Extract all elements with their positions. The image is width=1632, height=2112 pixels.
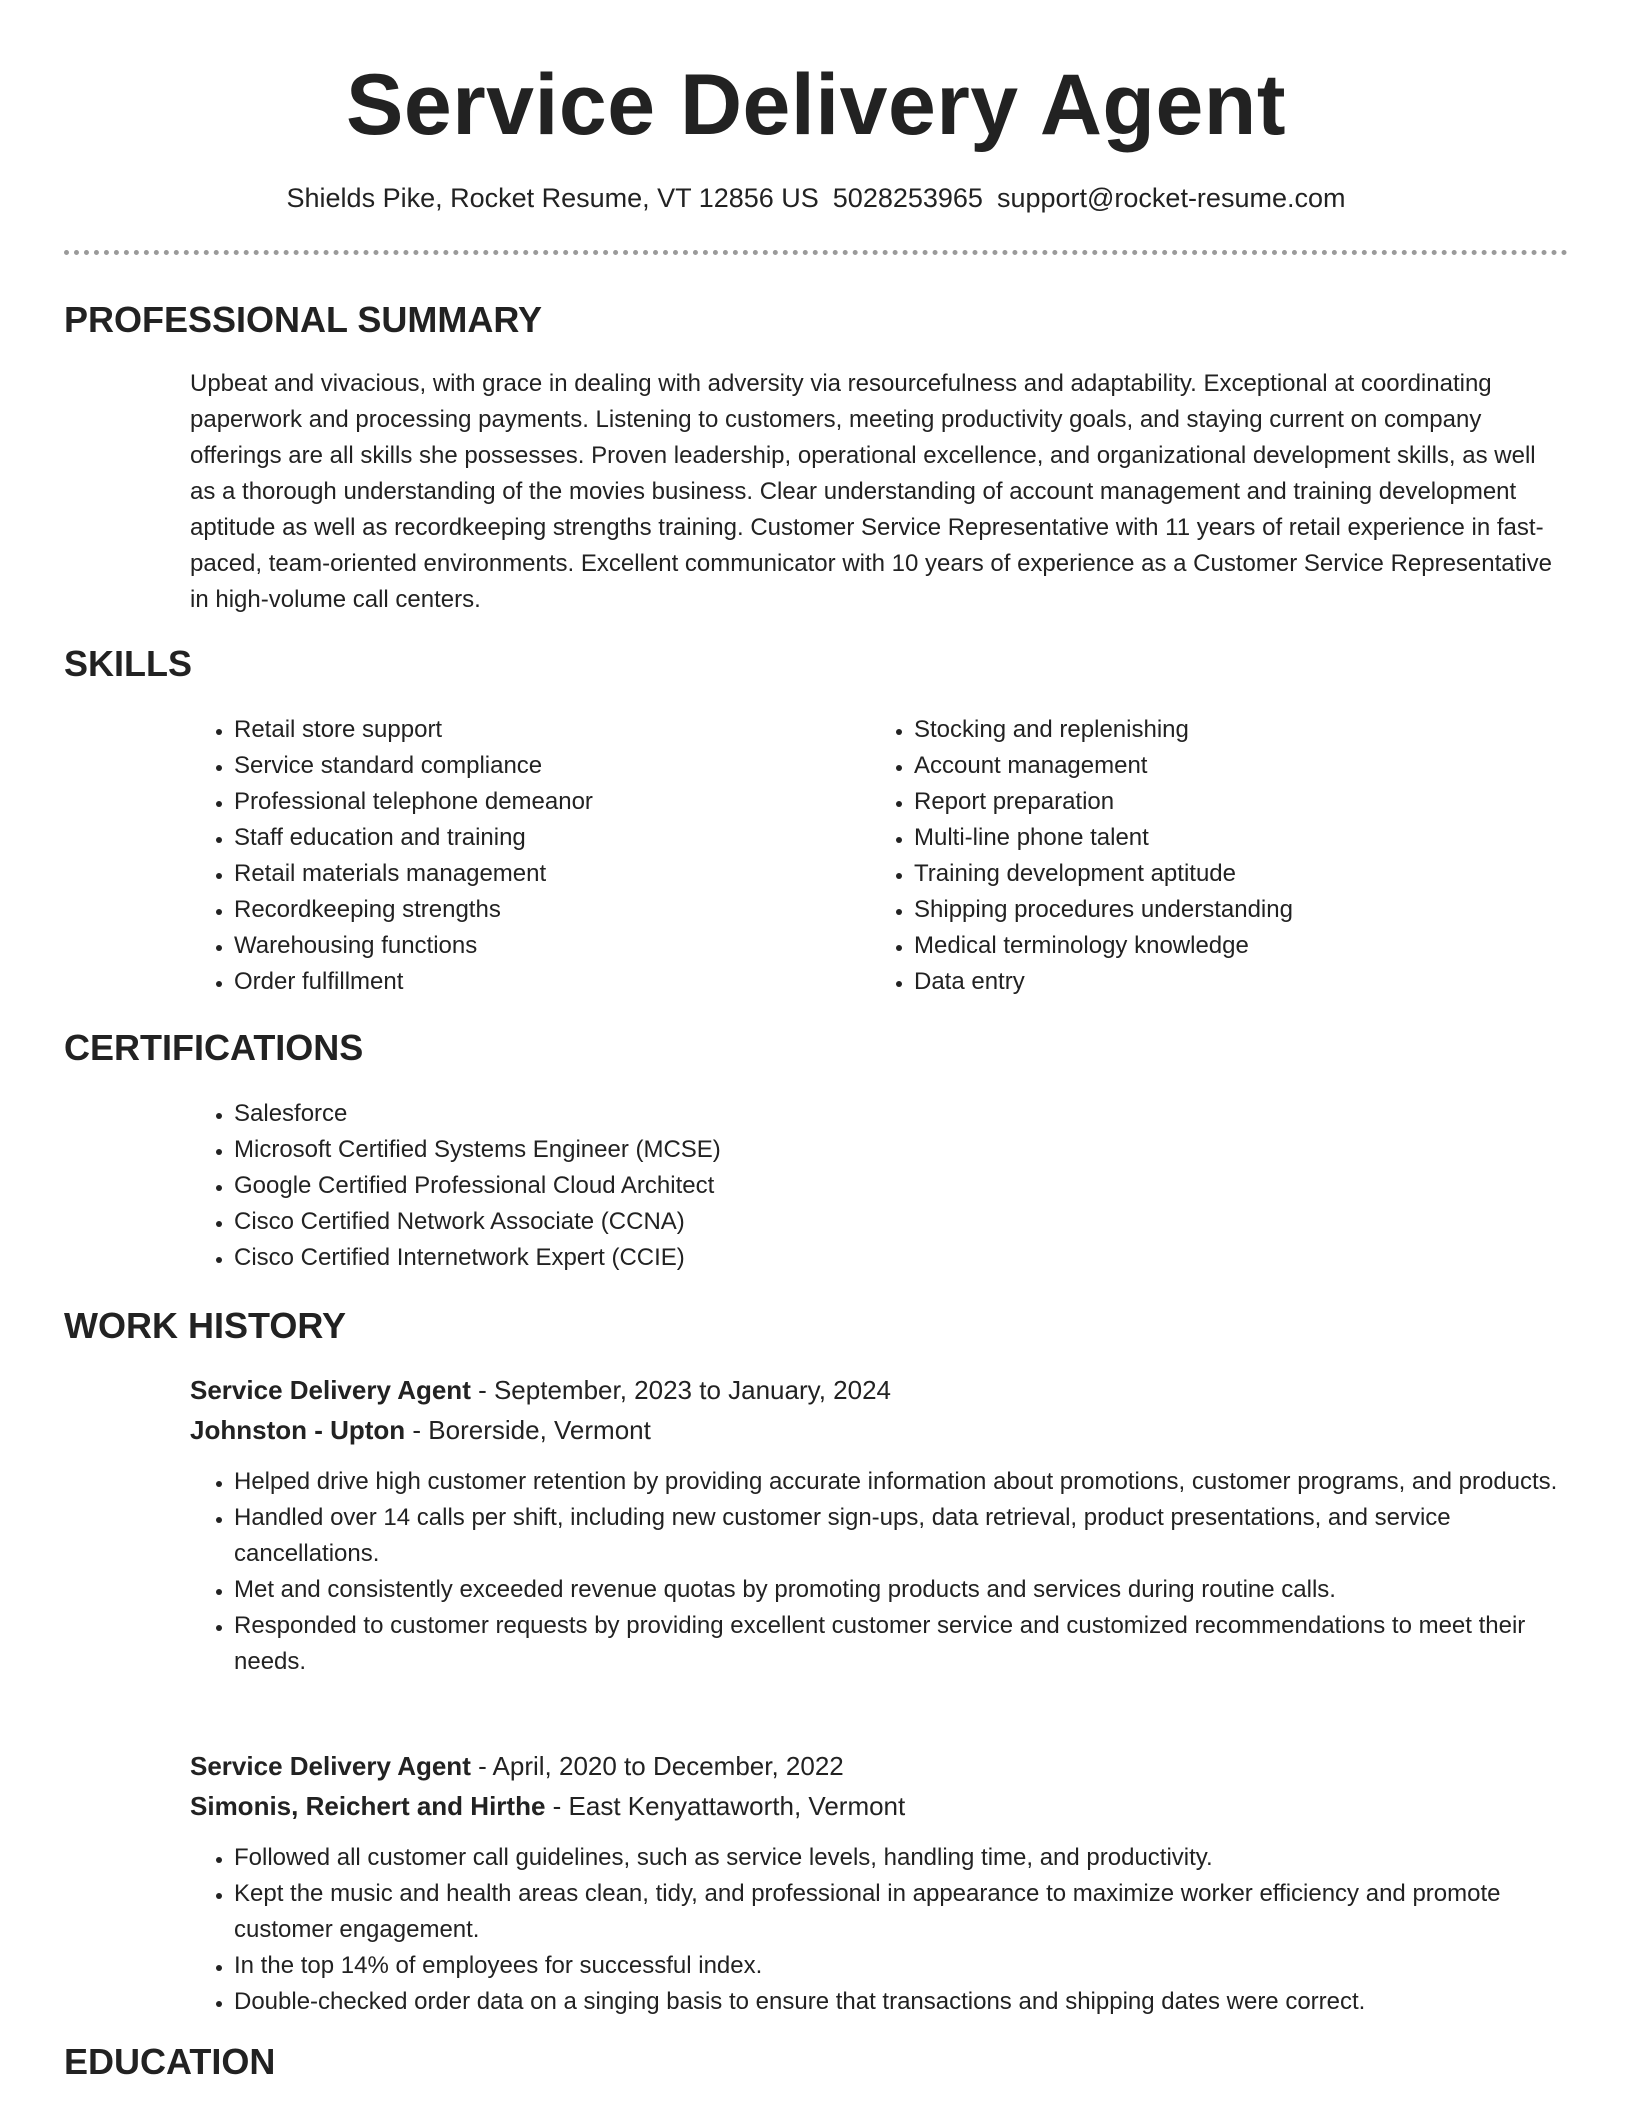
job-company: Johnston - Upton bbox=[190, 1415, 406, 1445]
job-title-line bbox=[190, 1370, 1560, 1410]
job-title: Service Delivery Agent bbox=[190, 1751, 471, 1781]
job-location: - East Kenyattaworth, Vermont bbox=[545, 1791, 906, 1821]
job-company-line bbox=[190, 1410, 1560, 1450]
job-company: Simonis, Reichert and Hirthe bbox=[190, 1791, 546, 1821]
skill-item: • Stocking and replenishing bbox=[914, 712, 1550, 748]
job-entry bbox=[190, 1746, 1560, 2020]
certification-item: • Cisco Certified Network Associate (CCNA) bbox=[234, 1204, 990, 1240]
contact-line bbox=[64, 178, 1568, 218]
job-bullet: • Followed all customer call guidelines, such as service levels, handling time, and productivity. bbox=[234, 1840, 1560, 1876]
certifications-list bbox=[190, 1096, 990, 1276]
skills-column-left bbox=[190, 712, 790, 1000]
skill-item: • Warehousing functions bbox=[234, 928, 790, 964]
header-divider bbox=[64, 250, 1568, 255]
job-bullet: • Helped drive high customer retention by providing accurate information about promotions, customer programs, and products. bbox=[234, 1464, 1560, 1500]
contact-phone: 5028253965 bbox=[832, 183, 983, 213]
skill-item: • Account management bbox=[914, 748, 1550, 784]
job-bullet: • Responded to customer requests by providing excellent customer service and customized recommendations to meet their needs. bbox=[234, 1608, 1560, 1680]
skills-heading: SKILLS bbox=[64, 643, 193, 684]
job-bullet: • Kept the music and health areas clean, tidy, and professional in appearance to maximize worker efficiency and promote customer engagement. bbox=[234, 1876, 1560, 1948]
skill-item: • Retail store support bbox=[234, 712, 790, 748]
education-heading: EDUCATION bbox=[64, 2041, 276, 2082]
skill-item: • Shipping procedures understanding bbox=[914, 892, 1550, 928]
contact-email[interactable]: support@rocket-resume.com bbox=[996, 183, 1346, 213]
skill-item: • Staff education and training bbox=[234, 820, 790, 856]
certification-item: • Microsoft Certified Systems Engineer (MCSE) bbox=[234, 1132, 990, 1168]
job-company-line bbox=[190, 1786, 1560, 1826]
job-bullet: • Handled over 14 calls per shift, including new customer sign-ups, data retrieval, product presentations, and service cancellations. bbox=[234, 1500, 1560, 1572]
job-title-line bbox=[190, 1746, 1560, 1786]
job-dates: - September, 2023 to January, 2024 bbox=[470, 1375, 891, 1405]
job-location: - Borerside, Vermont bbox=[405, 1415, 651, 1445]
job-title: Service Delivery Agent bbox=[190, 1375, 471, 1405]
skills-column-right bbox=[870, 712, 1550, 1000]
job-bullet: • Met and consistently exceeded revenue quotas by promoting products and services during routine calls. bbox=[234, 1572, 1560, 1608]
skill-item: • Recordkeeping strengths bbox=[234, 892, 790, 928]
work-history-heading: WORK HISTORY bbox=[64, 1305, 347, 1346]
skill-item: • Order fulfillment bbox=[234, 964, 790, 1000]
contact-address: Shields Pike, Rocket Resume, VT 12856 US bbox=[286, 183, 819, 213]
certification-item: • Cisco Certified Internetwork Expert (CCIE) bbox=[234, 1240, 990, 1276]
job-dates: - April, 2020 to December, 2022 bbox=[470, 1751, 844, 1781]
skill-item: • Multi-line phone talent bbox=[914, 820, 1550, 856]
skill-item: • Professional telephone demeanor bbox=[234, 784, 790, 820]
skill-item: • Data entry bbox=[914, 964, 1550, 1000]
skill-item: • Report preparation bbox=[914, 784, 1550, 820]
job-bullet: • In the top 14% of employees for successful index. bbox=[234, 1948, 1560, 1984]
certification-item: • Salesforce bbox=[234, 1096, 990, 1132]
skill-item: • Medical terminology knowledge bbox=[914, 928, 1550, 964]
skill-item: • Service standard compliance bbox=[234, 748, 790, 784]
certification-item: • Google Certified Professional Cloud Architect bbox=[234, 1168, 990, 1204]
certifications-heading: CERTIFICATIONS bbox=[64, 1027, 364, 1068]
summary-heading: PROFESSIONAL SUMMARY bbox=[64, 299, 543, 340]
skill-item: • Training development aptitude bbox=[914, 856, 1550, 892]
job-entry bbox=[190, 1370, 1560, 1680]
job-bullet: • Double-checked order data on a singing basis to ensure that transactions and shipping dates were correct. bbox=[234, 1984, 1560, 2020]
skill-item: • Retail materials management bbox=[234, 856, 790, 892]
summary-text: Upbeat and vivacious, with grace in dealing with adversity via resourcefulness and adaptability. Exceptional at coordinating paperwork and processing payments. Listening to customers, meeting productivity goals, and staying current on company offerings are all skills she possesses. Proven leadership, operational excellence, and organizational development skills, as well as a thorough understanding of the movies business. Clear understanding of account management and training development aptitude as well as recordkeeping strengths training. Customer Service Representative with 11 years of retail experience in fast-paced, team-oriented environments. Excellent communicator with 10 years of experience as a Customer Service Representative in high-volume call centers. bbox=[190, 370, 1552, 613]
resume-name: Service Delivery Agent bbox=[346, 57, 1286, 153]
